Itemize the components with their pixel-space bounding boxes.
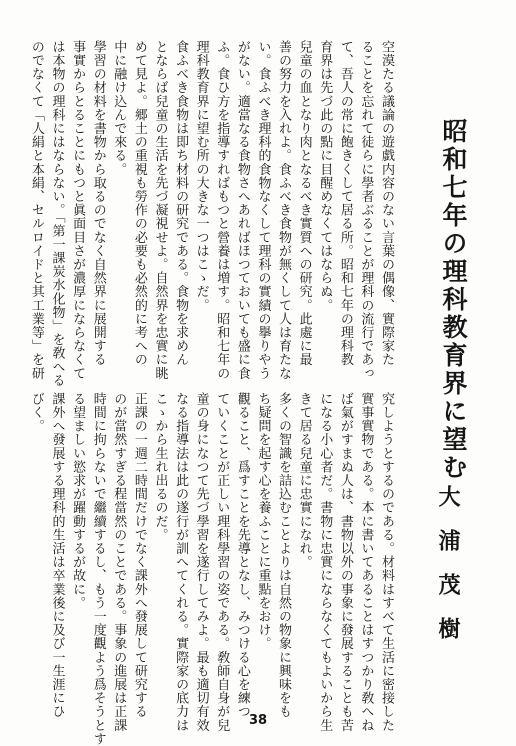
text-line: て、吾人の常に飽きくして居る所。昭和七年の理科教 bbox=[337, 40, 353, 367]
text-line: 兒童の血となり肉となるべき實質への研究。此處に最 bbox=[296, 40, 312, 367]
page-number: 38 bbox=[248, 713, 268, 728]
text-line: がない。適當なる食物さへあればほつておいても盛に食 bbox=[234, 40, 250, 380]
body-text-upper bbox=[24, 40, 396, 388]
text-line: 究しようとするのである。材料はすべて生活に密接した bbox=[379, 392, 394, 732]
text-line: 學習の材料を書物から取るのでなく自然界に展開する bbox=[90, 40, 106, 367]
text-line: きて居る兒童に忠實になれ。 bbox=[296, 392, 312, 569]
text-line: 正課の一週二時間だけでなく課外へ發展して研究する bbox=[131, 392, 147, 719]
text-line: ば氣がすまぬ人は、書物以外の事象に發展することも苦 bbox=[337, 392, 353, 732]
text-line: ち疑問を起す心を養ふことに重點をおけ。 bbox=[255, 392, 271, 651]
text-line: は本物の理科にはならない。「第一課炭水化物」を敎へる bbox=[49, 40, 65, 388]
text-line: 課外へ發展する理科的生活は卒業後に及び一生涯にひ bbox=[49, 392, 65, 719]
text-line: びく。 bbox=[28, 392, 44, 433]
text-line: 多くの智識を詰込むことよりは自然の物象に興味をも bbox=[276, 392, 292, 719]
text-line: のが當然すぎる程當然のことである。事象の進展は正課 bbox=[111, 392, 127, 732]
text-line: い。食ふべき理科的食物なくして理科の實績の擧りやう bbox=[255, 40, 271, 380]
text-line: のでなくて「人絹と本絹、セルロイドと其工業等」を研 bbox=[28, 40, 44, 380]
text-line: なる指導法は此の遂行が訓へてくれる。實際家の底力は bbox=[173, 392, 189, 732]
text-line: ることを忘れて徒らに學者ぶることが理科の流行であっ bbox=[358, 40, 374, 380]
text-line: 食ふべき食物は即ち材料の研究である。食物を求めん bbox=[173, 40, 189, 367]
text-line: ふ。食ひ方を指導すればもつと營養は増す。昭和七年の bbox=[214, 40, 230, 380]
text-line: 空漠たる議論の遊戯内容のない言葉の偶像、實際家た bbox=[379, 40, 394, 367]
text-line: になる小心者だ。書物に忠實にならなくてもよいから生 bbox=[317, 392, 333, 732]
text-line: とならば兒童の生活を先づ凝視せよ。自然界を忠實に眺 bbox=[152, 40, 168, 380]
text-line: ていくことが正しい理科學習の姿である。敎師自身が兒 bbox=[214, 392, 230, 732]
text-line: 童の身になつて先づ學習を遂行してみよ。最も適切有效 bbox=[193, 392, 209, 732]
author-name: 大浦茂樹 bbox=[435, 485, 461, 661]
article-title: 昭和七年の理科教育界に望む bbox=[439, 118, 468, 482]
text-line: 事實からとることにもつと眞面目さが濃厚にならなくて bbox=[70, 40, 86, 380]
text-line: る望ましい慾求が躍動するが故に。 bbox=[70, 392, 86, 610]
text-line: こゝから生れ出るのだ。 bbox=[152, 392, 168, 542]
text-line: 觀ること、爲すことを先導となし、みつける心を練つ bbox=[234, 392, 250, 719]
text-line: 育界は先づ此の點に目醒めなくてはならぬ。 bbox=[317, 40, 333, 312]
text-line: 中に融け込んで來る。 bbox=[111, 40, 127, 176]
text-line: 善の努力を入れよ。食ふべき食物が無くして人は育たな bbox=[276, 40, 292, 380]
text-line: 理科教育界に望む所の大きな一つはこゝだ。 bbox=[193, 40, 209, 312]
text-line: めて見よ。郷土の重視も勞作の必要も必然的に考への bbox=[131, 40, 147, 367]
text-line: 時間に拘らないで繼續するし、もう一度觀よう爲そうとす bbox=[90, 392, 106, 746]
text-line: 實事實物である。本に書いてあることはすつかり敎へね bbox=[358, 392, 374, 732]
